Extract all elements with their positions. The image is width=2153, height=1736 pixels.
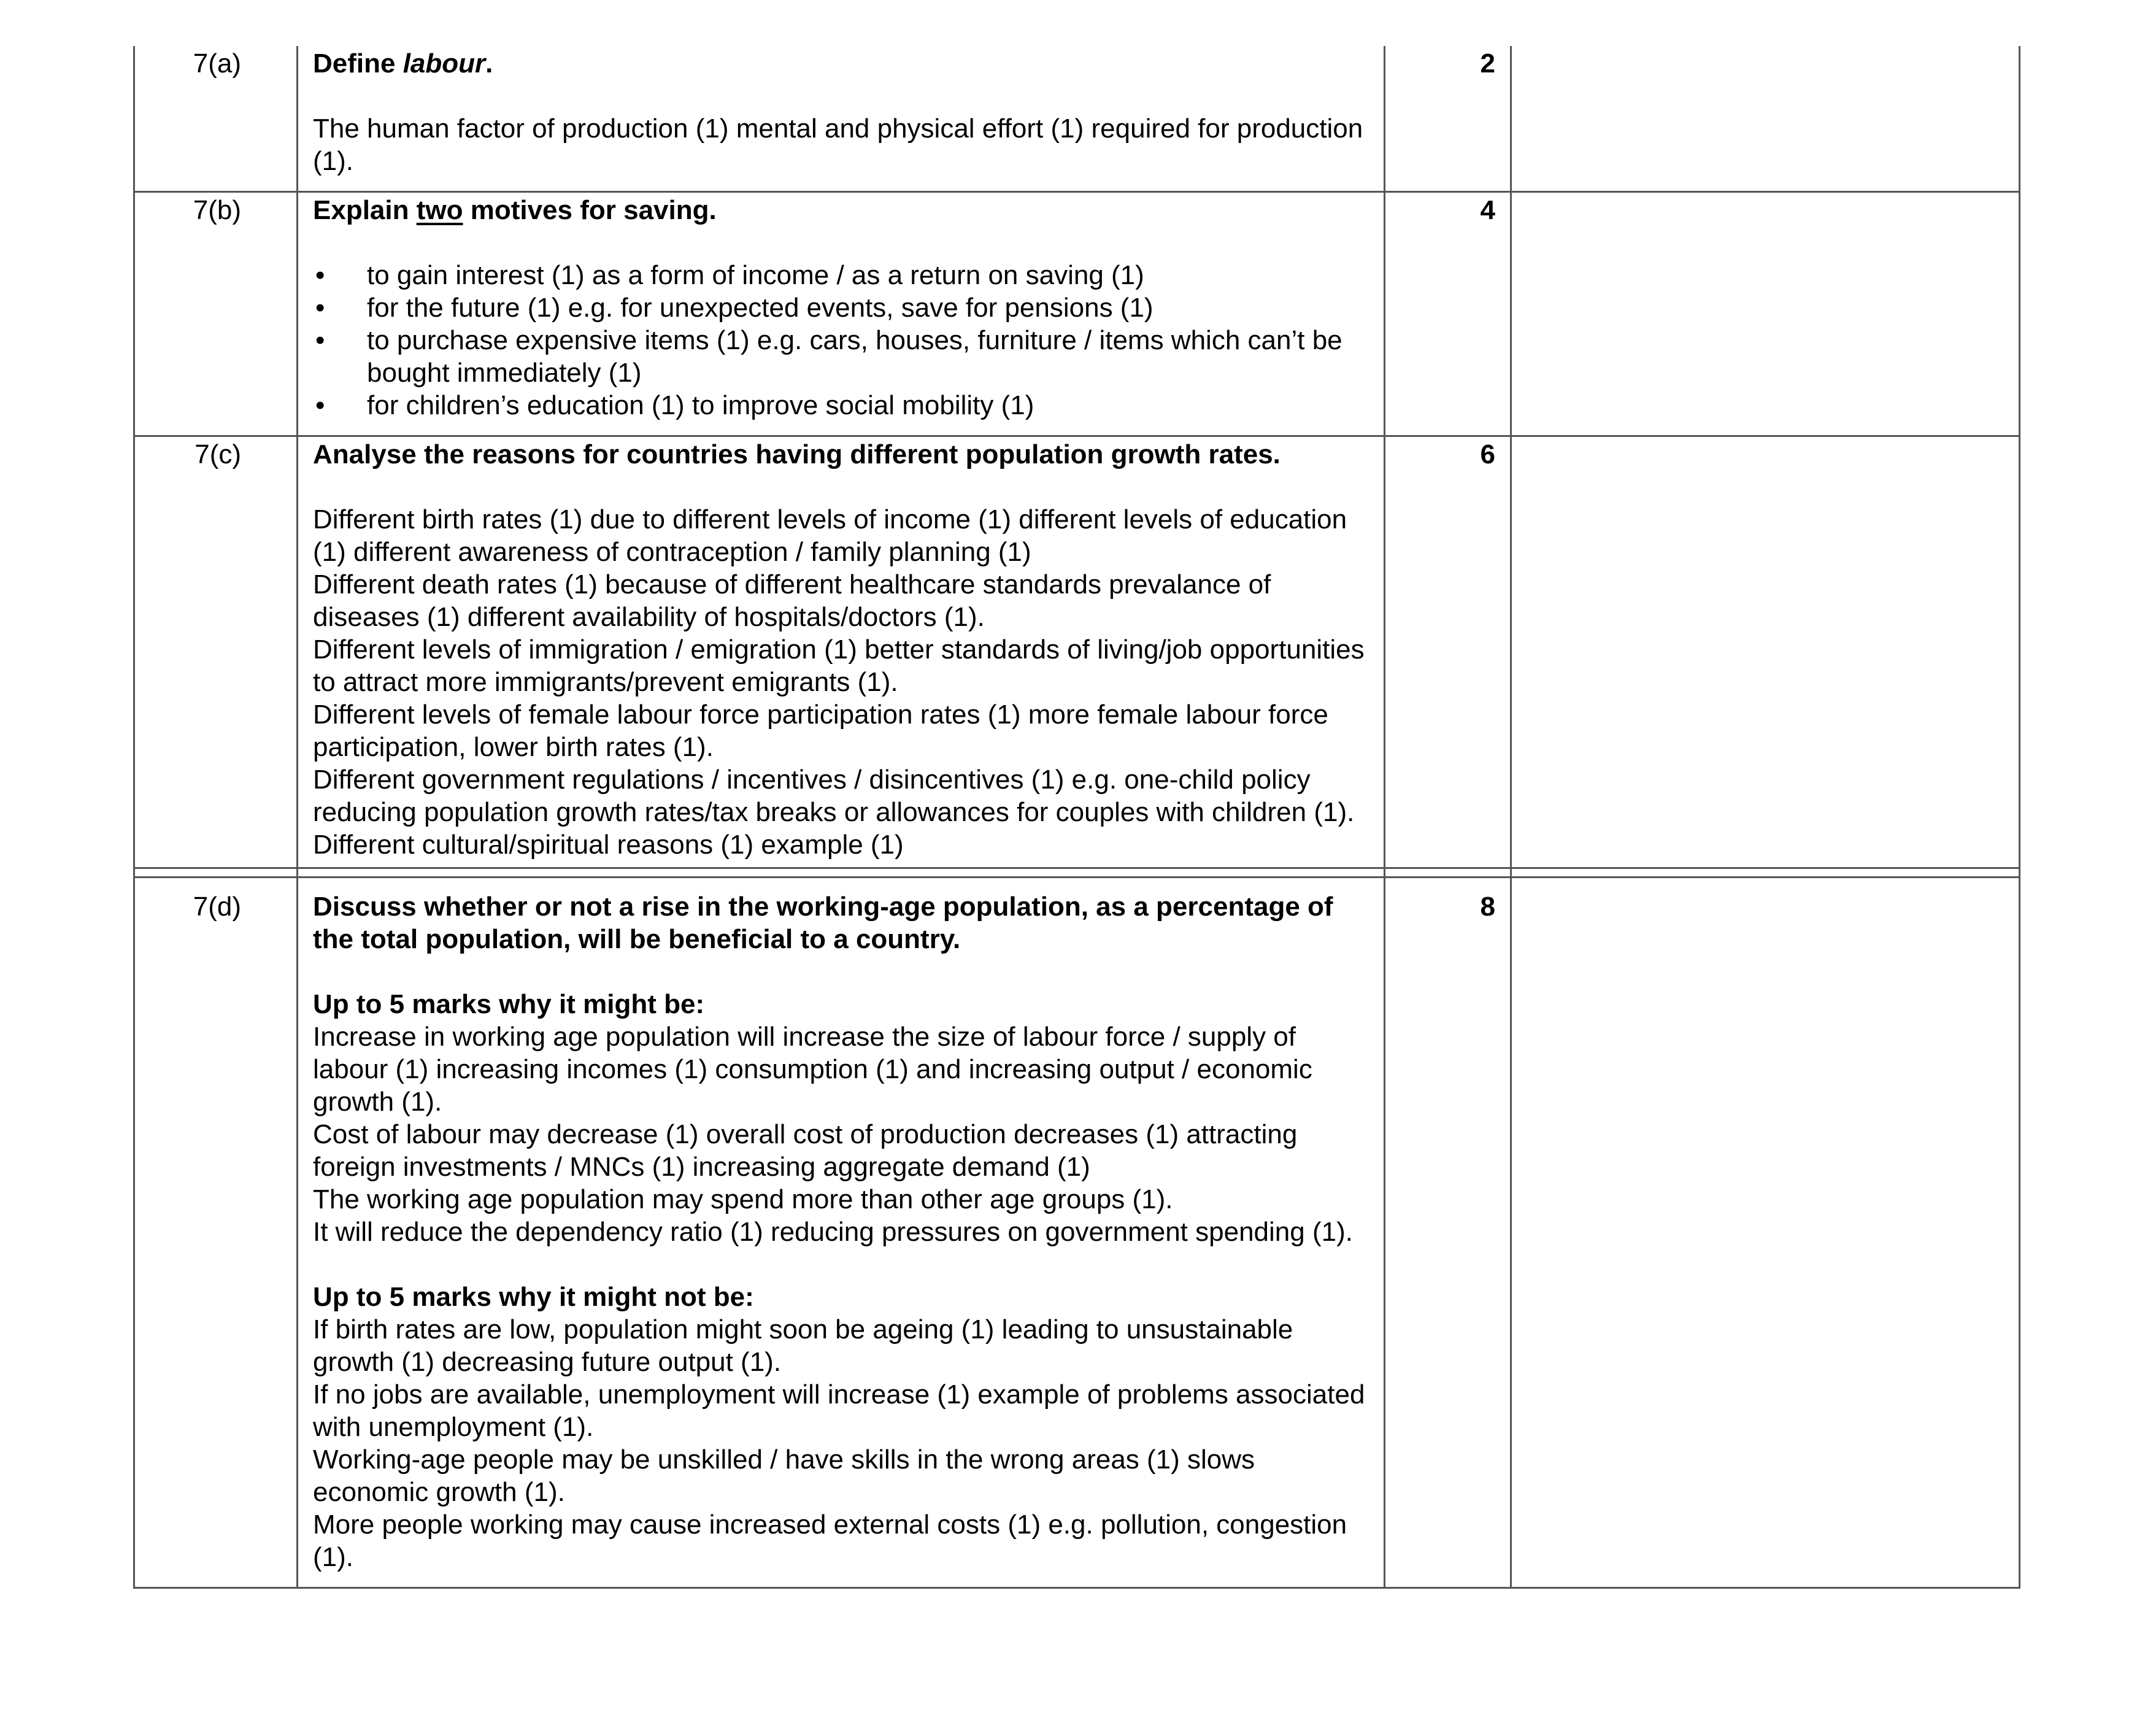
question-body — [298, 192, 1385, 436]
question-number: 7(b) — [134, 192, 298, 436]
question-row-7b — [134, 192, 2020, 436]
question-number: 7(c) — [134, 436, 298, 868]
answer-line: Different levels of immigration / emigration (1) better standards of living/job opportunities to attract more immigrants/prevent emigrants (1). — [313, 635, 1365, 697]
bullet-item: • to gain interest (1) as a form of income / as a return on saving (1) — [315, 260, 1144, 290]
answer-line: Different birth rates (1) due to different levels of income (1) different levels of education (1) different awareness of contraception / family planning (1) — [313, 504, 1347, 567]
bullet-item: • to purchase expensive items (1) e.g. cars, houses, furniture / items which can’t be bought immediately (1) — [315, 325, 1342, 388]
answer-line: Different levels of female labour force participation rates (1) more female labour force participation, lower birth rates (1). — [313, 700, 1328, 762]
answer-line: It will reduce the dependency ratio (1) reducing pressures on government spending (1). — [313, 1217, 1353, 1247]
bullet-icon: • — [315, 325, 325, 355]
mark-scheme-sheet — [133, 46, 2019, 1589]
guidance-cell — [1511, 46, 2020, 192]
question-heading: Discuss whether or not a rise in the working-age population, as a percentage of the total population, will be beneficial to a country. — [313, 892, 1333, 954]
bullet-icon: • — [315, 260, 325, 290]
question-number: 7(d) — [134, 878, 298, 1588]
bullet-item: • for the future (1) e.g. for unexpected events, save for pensions (1) — [315, 293, 1154, 323]
section-heading-for: Up to 5 marks why it might be: — [313, 989, 705, 1019]
answer-line: Cost of labour may decrease (1) overall cost of production decreases (1) attracting foreign investments / MNCs (1) increasing aggregate demand (1) — [313, 1119, 1298, 1182]
bullet-icon: • — [315, 293, 325, 323]
section-heading-against: Up to 5 marks why it might not be: — [313, 1282, 754, 1312]
question-row-7a — [134, 46, 2020, 192]
answer-bullet-list — [313, 259, 1371, 422]
guidance-cell — [1511, 192, 2020, 436]
answer-text: The human factor of production (1) mental and physical effort (1) required for production (1). — [313, 114, 1363, 176]
marks-value: 2 — [1385, 46, 1511, 192]
question-body — [298, 878, 1385, 1588]
marks-value: 8 — [1385, 878, 1511, 1588]
question-heading: Define labour. — [313, 48, 493, 79]
question-heading: Explain two motives for saving. — [313, 195, 717, 225]
guidance-cell — [1511, 878, 2020, 1588]
marks-value: 4 — [1385, 192, 1511, 436]
answer-line: Different cultural/spiritual reasons (1) example (1) — [313, 830, 904, 860]
answer-line: If no jobs are available, unemployment will increase (1) example of problems associated with unemployment (1). — [313, 1379, 1365, 1442]
guidance-cell — [1511, 436, 2020, 868]
question-row-7c — [134, 436, 2020, 868]
answer-line: Different government regulations / incentives / disincentives (1) e.g. one-child policy reducing population growth rates/tax breaks or allowances for couples with children (1). — [313, 765, 1355, 827]
bullet-item: • for children’s education (1) to improve social mobility (1) — [315, 390, 1034, 420]
answer-line: Increase in working age population will increase the size of labour force / supply of labour (1) increasing incomes (1) consumption (1) and increasing output / economic growth (1). — [313, 1022, 1312, 1117]
marks-value: 6 — [1385, 436, 1511, 868]
question-body — [298, 436, 1385, 868]
answer-line: More people working may cause increased external costs (1) e.g. pollution, congestion (1). — [313, 1510, 1347, 1572]
question-heading: Analyse the reasons for countries having different population growth rates. — [313, 439, 1281, 469]
mark-scheme-table — [133, 46, 2020, 1589]
answer-line: The working age population may spend more than other age groups (1). — [313, 1184, 1173, 1214]
question-number: 7(a) — [134, 46, 298, 192]
question-body — [298, 46, 1385, 192]
answer-line: Different death rates (1) because of different healthcare standards prevalance of diseases (1) different availability of hospitals/doctors (1). — [313, 569, 1271, 632]
row-divider — [134, 868, 2020, 878]
answer-line: If birth rates are low, population might soon be ageing (1) leading to unsustainable growth (1) decreasing future output (1). — [313, 1314, 1293, 1377]
answer-line: Working-age people may be unskilled / have skills in the wrong areas (1) slows economic growth (1). — [313, 1445, 1255, 1507]
bullet-icon: • — [315, 390, 325, 420]
question-row-7d — [134, 878, 2020, 1588]
